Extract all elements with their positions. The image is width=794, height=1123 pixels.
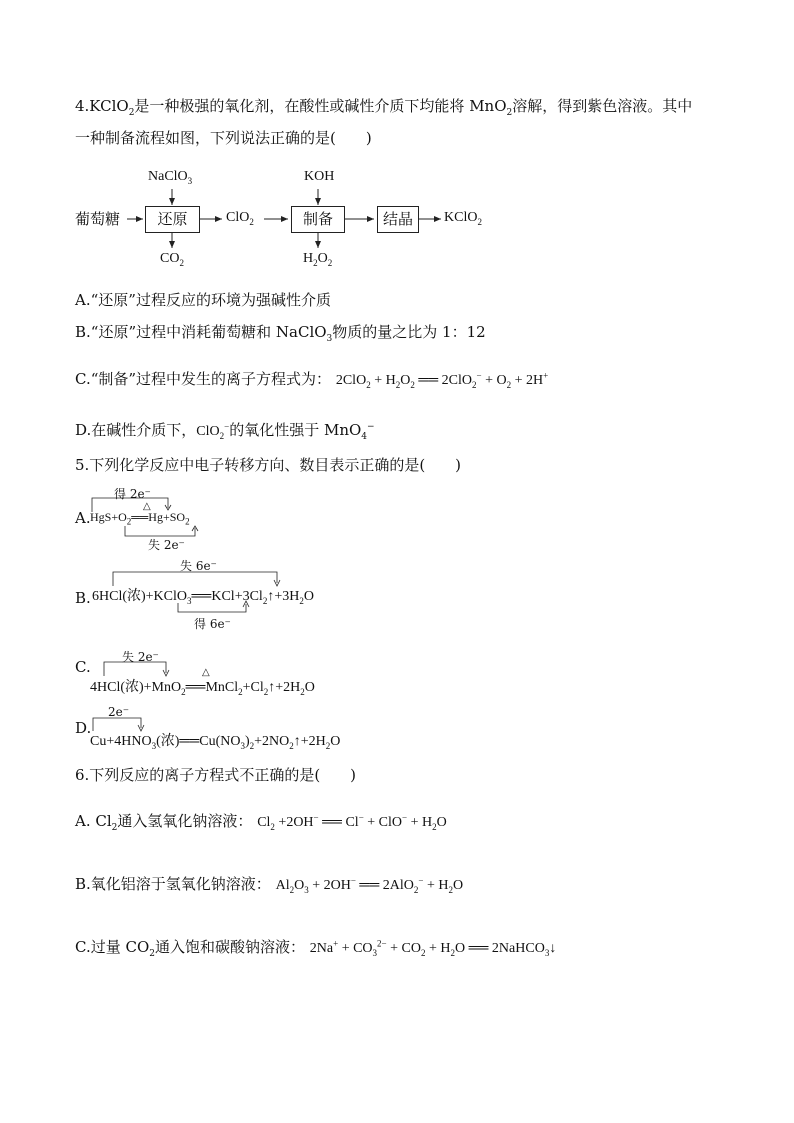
q4-option-b: B.“还原”过程中消耗葡萄糖和 NaClO$_3$物质的量之比为 1：12 [75,323,486,344]
q5-b-equation: 6HCl(浓)$+KClO_3══KCl+3Cl_2↑+3H_2O$ [92,589,314,606]
step-crystal-box: 结晶 [377,206,419,233]
q5-a-loss-label: 失 2e⁻ [148,538,185,552]
product-kclo2: KClO$_2$ [444,210,482,227]
q5-c-loss-label: 失 2e⁻ [122,650,159,664]
q4-option-c: C.“制备”过程中发生的离子方程式为： $2ClO_2 + H_2O_2$ ══ $2ClO_2^- + O_2 + 2H^+$ [75,370,549,390]
intermediate-clo2: ClO$_2$ [226,210,254,227]
q5-b-gain-label: 得 6e⁻ [194,617,231,631]
q5-b-label: B. [75,589,91,607]
start-glucose: 葡萄糖 [75,210,121,228]
step-reduce-box: 还原 [145,206,200,233]
q4-option-d: D.在碱性介质下，ClO$_2$−的氧化性强于 MnO$_4$− [75,421,375,442]
q4-stem-part2: 是一种极强的氧化剂，在酸性或碱性介质下均能将 MnO [134,97,507,115]
q6-option-b: B.氧化铝溶于氢氧化钠溶液： $Al_2O_3 + 2OH^-$ ══ $2AlO_2^- + H_2O$ [75,875,464,895]
q5-d-equation: $Cu+4HNO_3$(浓)$══Cu(NO_3)_2+2NO_2↑+2H_2O$ [90,734,341,751]
q5-a-equation: $HgS+O_2══Hg+SO_2$ [90,510,190,527]
q6-option-c: C.过量 $CO_2$通入饱和碳酸钠溶液： $2Na^+ + CO_3^{2-} + CO_2 + H_2O$ ══ 2NaHCO$_3$↓ [75,938,557,959]
q4-option-a: A.“还原”过程反应的环境为强碱性介质 [75,291,331,309]
q6-stem: 6.下列反应的离子方程式不正确的是( ) [75,766,357,784]
reagent-naclo3: NaClO$_3$ [148,169,193,186]
byproduct-h2o2: $H_2O_2$ [303,251,333,268]
q5-a-label: A. [75,509,91,527]
reagent-koh: KOH [304,169,335,184]
q5-c-heat: △ [202,667,210,678]
q5-b-loss-label: 失 6e⁻ [180,559,217,573]
byproduct-co2: $CO_2$ [160,251,184,268]
q4-stem-part1: 4.KClO [75,97,129,115]
q5-a-gain-label: 得 2e⁻ [114,487,151,501]
q4-stem-line2: 一种制备流程如图，下列说法正确的是( ) [75,129,372,147]
q5-c-equation: 4HCl(浓)$+MnO_2══MnCl_2+Cl_2↑+2H_2O$ [90,680,315,697]
step-prepare-box: 制备 [291,206,345,233]
q4-stem-part3: 溶解，得到紫色溶液。其中 [512,97,693,115]
q5-a-heat: △ [143,501,151,512]
q5-d-electron-label: 2e⁻ [108,705,130,719]
q4-stem-line1: 4.KClO$_2$是一种极强的氧化剂，在酸性或碱性介质下均能将 MnO$_2$溶解，得到紫色溶液。其中 [75,97,693,118]
q5-stem: 5.下列化学反应中电子转移方向、数目表示正确的是( ) [75,456,462,474]
q5-c-label: C. [75,658,91,676]
q5-d-label: D. [75,719,92,737]
q6-option-a: A. $Cl_2$通入氢氧化钠溶液： $Cl_2 +2OH^-$ ══ $Cl^- + ClO^- + H_2O$ [75,812,447,833]
